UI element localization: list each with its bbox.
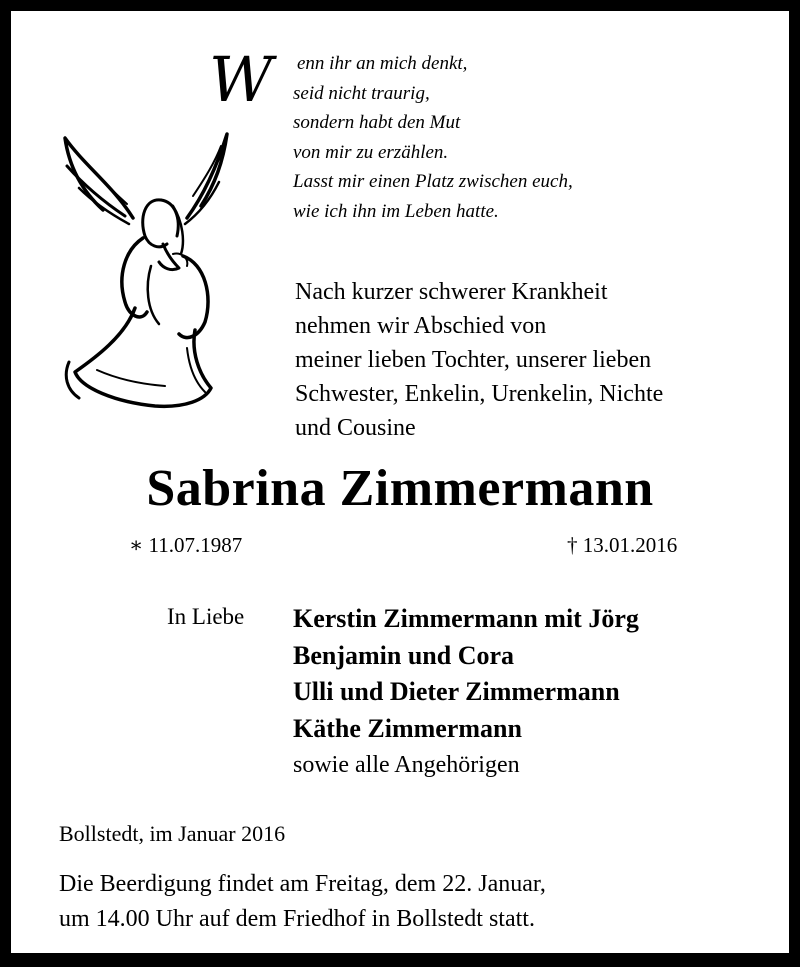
announcement-line: Nach kurzer schwerer Krankheit (295, 279, 608, 305)
poem-line: von mir zu erzählen. (293, 141, 449, 163)
angel-illustration (55, 126, 235, 416)
poem-line: enn ihr an mich denkt, (297, 53, 468, 74)
place-date: Bollstedt, im Januar 2016 (59, 821, 286, 846)
funeral-info (59, 867, 546, 937)
announcement-line: und Cousine (295, 415, 416, 441)
announcement-text (295, 275, 795, 445)
mourner-name: Käthe Zimmermann (293, 713, 522, 743)
other-relatives: sowie alle Angehörigen (293, 752, 520, 778)
announcement-line: Schwester, Enkelin, Urenkelin, Nichte (295, 381, 664, 407)
mourner-name: Ulli und Dieter Zimmermann (293, 677, 620, 706)
poem-line: Lasst mir einen Platz zwischen euch, (293, 171, 573, 192)
poem-dropcap: W (209, 43, 273, 116)
mourner-name: Kerstin Zimmermann mit Jörg (293, 604, 639, 633)
in-love-label: In Liebe (167, 604, 245, 629)
mourners-list (293, 601, 639, 784)
announcement-line: nehmen wir Abschied von (295, 313, 547, 339)
poem (209, 43, 729, 226)
birth-date: ∗ 11.07.1987 (129, 533, 243, 557)
poem-line: sondern habt den Mut (293, 112, 461, 133)
funeral-line: um 14.00 Uhr auf dem Friedhof in Bollstedt statt. (59, 906, 535, 932)
funeral-line: Die Beerdigung findet am Freitag, dem 22. Januar, (59, 871, 546, 897)
announcement-line: meiner lieben Tochter, unserer lieben (295, 347, 652, 373)
poem-line: seid nicht traurig, (293, 82, 430, 104)
mourner-name: Benjamin und Cora (293, 640, 515, 670)
poem-line: wie ich ihn im Leben hatte. (293, 200, 499, 222)
death-date: † 13.01.2016 (567, 533, 678, 557)
deceased-name: Sabrina Zimmermann (146, 460, 654, 517)
